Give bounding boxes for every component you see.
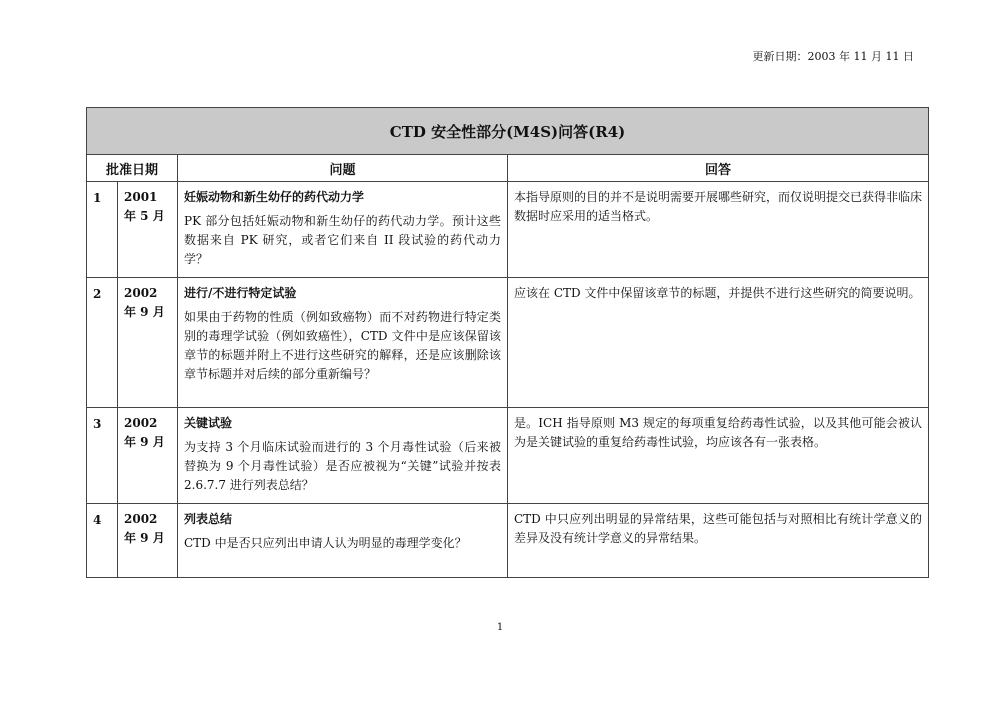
question-cell: [178, 182, 508, 278]
approval-date: 2001 年 5 月: [118, 182, 178, 278]
table-title: CTD 安全性部分(M4S)问答(R4): [87, 108, 929, 155]
question-title: 进行/不进行特定试验: [184, 286, 297, 300]
table-row: [87, 278, 929, 408]
approval-date: 2002 年 9 月: [118, 408, 178, 504]
row-number: 4: [87, 504, 118, 578]
column-header-question: 问题: [178, 155, 508, 182]
question-cell: [178, 504, 508, 578]
answer-text: 是。ICH 指导原则 M3 规定的每项重复给药毒性试验，以及其他可能会被认为是关键试验的重复给药毒性试验，均应该各有一张表格。: [508, 408, 929, 504]
question-title: 列表总结: [184, 512, 233, 526]
column-header-answer: 回答: [508, 155, 929, 182]
question-text: CTD 中是否只应列出申请人认为明显的毒理学变化？: [184, 536, 467, 550]
answer-text: 本指导原则的目的并不是说明需要开展哪些研究，而仅说明提交已获得非临床数据时应采用的适当格式。: [508, 182, 929, 278]
question-text: 为支持 3 个月临床试验而进行的 3 个月毒性试验（后来被替换为 9 个月毒性试验）是否应被视为“关键”试验并按表 2.6.7.7 进行列表总结？: [184, 440, 501, 492]
table-row: [87, 182, 929, 278]
table-header-row: [87, 155, 929, 182]
question-title: 妊娠动物和新生幼仔的药代动力学: [184, 190, 365, 204]
column-header-date: 批准日期: [87, 155, 178, 182]
question-cell: [178, 408, 508, 504]
answer-text: 应该在 CTD 文件中保留该章节的标题，并提供不进行这些研究的简要说明。: [508, 278, 929, 408]
question-text: PK 部分包括妊娠动物和新生幼仔的药代动力学。预计这些数据来自 PK 研究，或者它们来自 II 段试验的药代动力学？: [184, 214, 501, 266]
question-text: 如果由于药物的性质（例如致癌物）而不对药物进行特定类别的毒理学试验（例如致癌性），CTD 文件中是应该保留该章节的标题并附上不进行这些研究的解释，还是应该删除该章节标题并对后续的部分重新编号？: [184, 310, 501, 381]
page-number: 1: [496, 622, 504, 633]
answer-text: CTD 中只应列出明显的异常结果，这些可能包括与对照相比有统计学意义的差异及没有统计学意义的异常结果。: [508, 504, 929, 578]
row-number: 1: [87, 182, 118, 278]
table-row: [87, 408, 929, 504]
approval-date: 2002 年 9 月: [118, 278, 178, 408]
update-date: 更新日期：2003 年 11 月 11 日: [752, 50, 914, 63]
table-row: [87, 504, 929, 578]
row-number: 3: [87, 408, 118, 504]
approval-date: 2002 年 9 月: [118, 504, 178, 578]
table-title-row: [87, 108, 929, 155]
qa-table: [86, 107, 929, 578]
row-number: 2: [87, 278, 118, 408]
question-cell: [178, 278, 508, 408]
question-title: 关键试验: [184, 416, 233, 430]
